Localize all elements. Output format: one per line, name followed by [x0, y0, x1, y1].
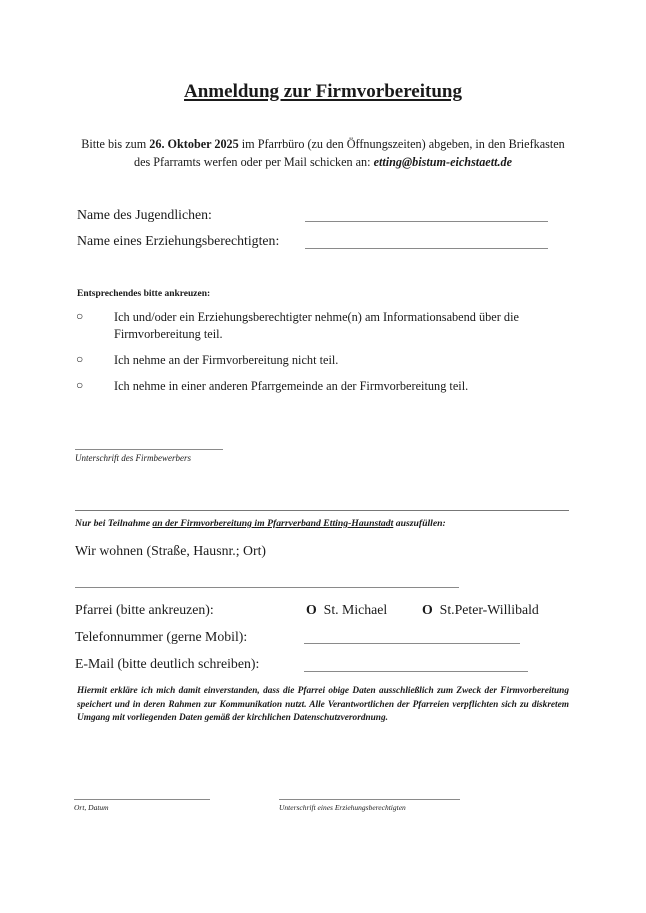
guardian-signature-label: Unterschrift eines Erziehungsberechtigten	[279, 803, 406, 812]
options-heading: Entsprechendes bitte ankreuzen:	[77, 289, 211, 299]
field-label-youth-name: Name des Jugendlichen:	[77, 207, 212, 222]
parish-option-2-label: St.Peter-Willibald	[439, 602, 539, 617]
parish-checkbox-1[interactable]: O	[306, 602, 317, 617]
place-date-line[interactable]	[74, 799, 210, 800]
deadline: 26. Oktober 2025	[149, 137, 239, 151]
address-input[interactable]	[75, 587, 459, 588]
note-post: auszufüllen:	[393, 518, 446, 529]
option-3-text: Ich nehme in einer anderen Pfarrgemeinde an der Firmvorbereitung teil.	[114, 379, 469, 393]
parish-option-st-peter-willibald[interactable]	[422, 602, 539, 618]
parish-option-1-label: St. Michael	[323, 602, 388, 617]
intro-part1: Bitte bis zum	[81, 137, 150, 151]
option-2-checkbox[interactable]: ○	[76, 352, 84, 366]
youth-name-input[interactable]	[305, 221, 548, 222]
phone-input[interactable]	[304, 643, 520, 644]
note-pre: Nur bei Teilnahme	[75, 518, 153, 529]
applicant-signature-line[interactable]	[75, 449, 223, 450]
intro-part3: des Pfarramts werfen oder per Mail schicken an:	[133, 155, 374, 169]
consent-disclaimer: Hiermit erkläre ich mich damit einverstanden, dass die Pfarrei obige Daten ausschließlich zum Zweck der Firmvorbereitung speichert und in deren Rahmen zur Kommunikation nutzt. Alle Verantwortlichen der Pfarreien verpflichten sich zu diskretem Umgang mit vorliegenden Daten gemäß der kirchlichen Datenschutzverordnung.	[77, 686, 569, 723]
applicant-signature-label: Unterschrift des Firmbewerbers	[75, 453, 191, 463]
guardian-signature-line[interactable]	[279, 799, 460, 800]
page-title: Anmeldung zur Firmvorbereitung	[184, 81, 462, 102]
parish-checkbox-2[interactable]: O	[422, 602, 433, 617]
intro-part2: im Pfarrbüro (zu den Öffnungszeiten) abgeben, in den Briefkasten	[238, 137, 565, 151]
contact-email[interactable]: etting@bistum-eichstaett.de	[373, 155, 513, 169]
option-1-checkbox[interactable]: ○	[76, 309, 84, 323]
email-input[interactable]	[304, 671, 528, 672]
phone-label: Telefonnummer (gerne Mobil):	[75, 629, 248, 644]
intro-text	[40, 135, 606, 171]
note-underlined: an der Firmvorbereitung im Pfarrverband Etting-Haunstadt	[152, 518, 394, 529]
option-2-text: Ich nehme an der Firmvorbereitung nicht teil.	[114, 353, 339, 367]
parish-option-st-michael[interactable]	[306, 602, 387, 618]
email-label: E-Mail (bitte deutlich schreiben):	[75, 656, 260, 671]
place-date-label: Ort, Datum	[74, 803, 109, 812]
option-1-text	[114, 309, 519, 342]
option-1-line1: Ich und/oder ein Erziehungsberechtigter nehme(n) am Informationsabend über die	[114, 310, 519, 324]
option-1-line2: Firmvorbereitung teil.	[114, 326, 223, 341]
field-label-guardian-name: Name eines Erziehungsberechtigten:	[77, 233, 280, 248]
option-3-checkbox[interactable]: ○	[76, 378, 84, 392]
section-divider	[75, 510, 569, 511]
section2-note	[75, 518, 446, 529]
parish-label: Pfarrei (bitte ankreuzen):	[75, 602, 214, 617]
address-label: Wir wohnen (Straße, Hausnr.; Ort)	[75, 543, 267, 558]
guardian-name-input[interactable]	[305, 248, 548, 249]
